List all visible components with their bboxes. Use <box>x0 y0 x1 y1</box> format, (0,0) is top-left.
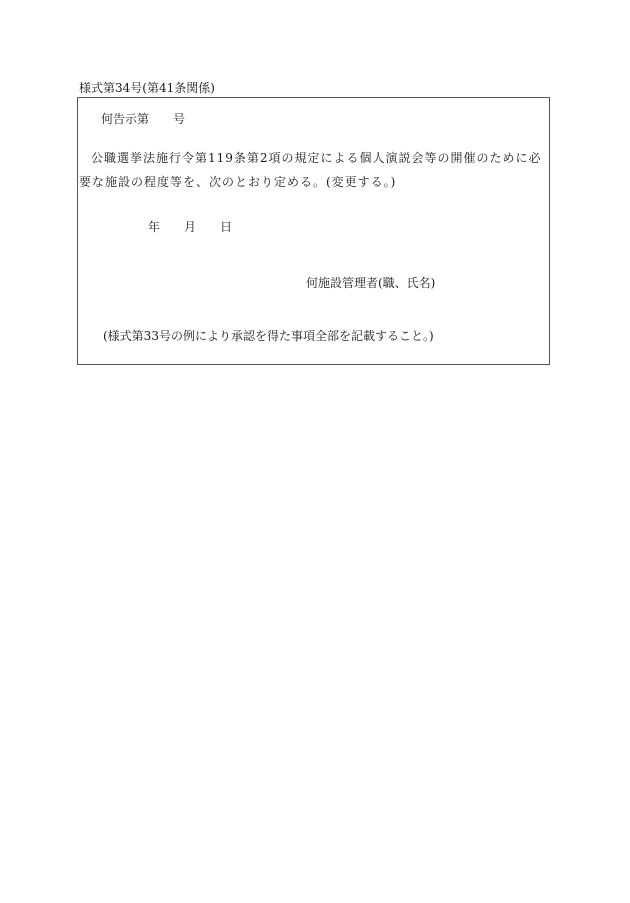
signer-line: 何施設管理者(職、氏名) <box>306 276 436 290</box>
notice-box <box>77 97 550 365</box>
notice-body: 公職選挙法施行令第119条第2項の規定による個人演説会等の開催のために必要な施設の程度等を、次のとおり定める。(変更する。) <box>79 151 542 189</box>
date-line: 年 月 日 <box>148 220 233 234</box>
form-label: 様式第34号(第41条関係) <box>79 81 215 95</box>
note-line: (様式第33号の例により承認を得た事項全部を記載すること。) <box>103 329 434 343</box>
notice-number: 何告示第 号 <box>101 112 186 126</box>
